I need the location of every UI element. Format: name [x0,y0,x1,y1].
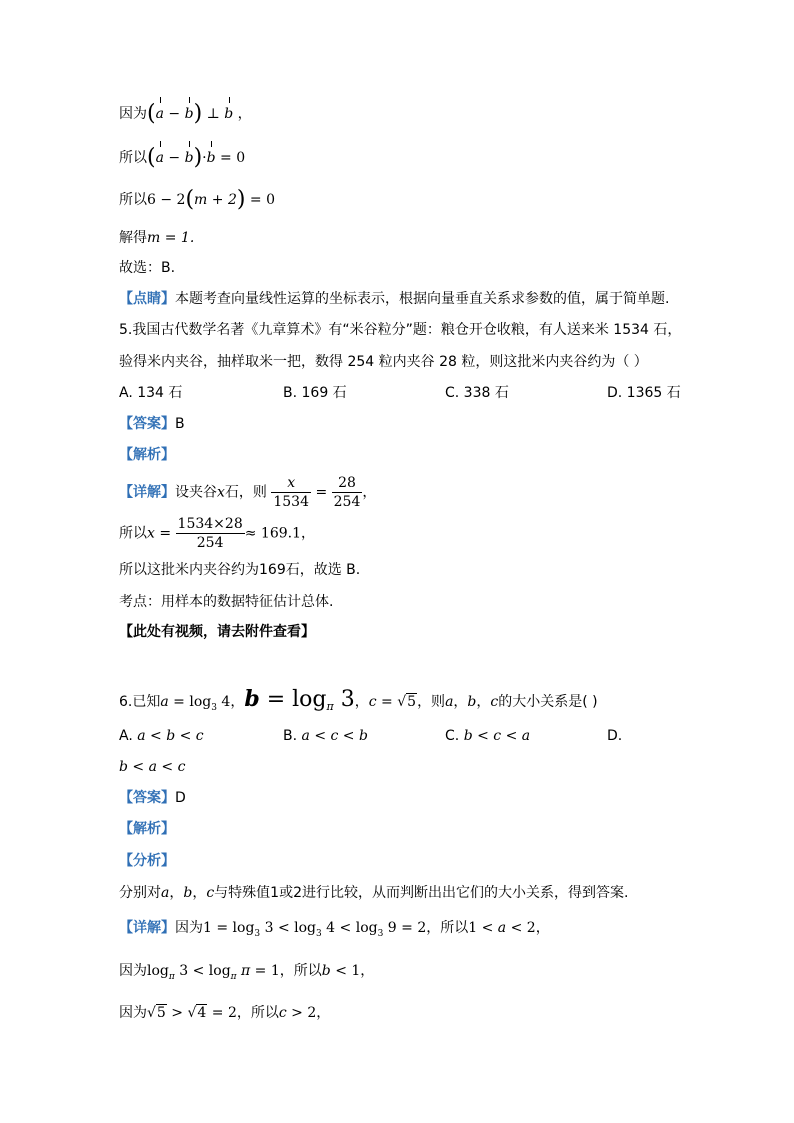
math-op: − [163,150,185,166]
math-op: · [202,150,207,166]
math-expression: = 0 [245,192,276,208]
q6-option-d-math: b < a < c [119,759,186,775]
q5-option-c: C. 338 石 [445,385,509,401]
fraction-denominator: 254 [196,535,224,551]
detail-text: ，所以 [279,963,322,979]
q5-detail-line-2 [119,515,315,552]
math-op: ， [169,885,184,901]
line-prefix: 所以 [119,525,147,542]
option-math: b < c < a [463,728,531,744]
analysis-tag: 【解析】 [119,447,175,463]
fraction-numerator: x [271,474,311,493]
q5-detail-line-1 [119,474,376,511]
math-expression: ≈ 169.1 [244,525,301,542]
paren: ( [147,145,156,170]
detail-text: 因为 [119,1005,147,1021]
q5-option-a: A. 134 石 [119,385,183,401]
answer-value: B [175,416,185,432]
fenxi-text: 分别对 [119,885,161,901]
detail-text: ， [360,963,375,979]
option-label: B. [283,728,298,744]
answer-tag: 【答案】 [119,416,175,432]
q6-option-d-label: D. [607,728,623,744]
math-var: b [244,686,260,712]
option-math: a < c < b [301,728,368,744]
math-number: 3 [333,687,355,712]
q5-video-note: 【此处有视频，请去附件查看】 [119,624,315,640]
math-op: ， [453,694,468,710]
math-subscript: 3 [211,702,217,713]
analysis-tag: 【解析】 [119,821,175,837]
option-math: a < b < c [137,728,204,744]
math-var: a [445,694,454,710]
fraction [332,474,363,511]
detail-text: 石，则 [224,484,267,501]
math-expression: $\log_\pi 3 < \log_\pi \pi = 1$ [147,963,280,982]
math-op: = 0 [215,150,246,166]
q5-option-b: B. 169 石 [283,385,347,401]
detail-text: 因为 [119,963,147,979]
answer-value: D [175,790,186,806]
fraction-denominator: 254 [333,494,361,510]
paren: ( [147,101,156,126]
detail-text: 设夹谷 [175,484,217,501]
answer-tag: 【答案】 [119,790,175,806]
fraction [176,515,245,552]
math-op: − [163,106,185,122]
stem-text: ，则 [417,694,446,710]
q6-option-c [445,726,530,746]
fraction-denominator: 1534 [273,494,309,510]
q6-detail-line-3 [119,1003,330,1023]
math-var: a [161,885,170,901]
prev-solution-line-4 [119,228,194,248]
math-var: b [183,885,193,901]
paren: ) [193,145,203,170]
math-expression: 1 < a < 2 [468,920,536,936]
option-label: A. [119,728,133,744]
q6-option-a [119,726,204,746]
vector-b: b [224,106,234,122]
vector-b: b [184,106,194,122]
vector-b: b [206,150,216,166]
vector-b: b [184,150,194,166]
math-op: ， [233,106,252,122]
q5-stem-line-1: 5.我国古代数学名著《九章算术》有“米谷粒分”题：粮仓开仓收粮，有人送来米 1534 石， [119,322,682,338]
prev-solution-line-2 [119,145,246,170]
line-prefix: 所以 [119,192,147,208]
math-op: = √ [376,694,407,710]
vector-a: a [155,106,164,122]
math-var: b [467,694,477,710]
math-op: ⊥ [202,106,225,122]
note-tag: 【点睛】 [119,291,175,307]
q6-analysis-tag [119,819,175,839]
fraction [271,474,311,511]
math-op: ， [192,885,207,901]
math-op: = [315,484,328,501]
math-subscript: π [326,699,334,713]
q6-answer [119,788,186,808]
math-expression: m + 2 [194,192,237,208]
prev-solution-line-3 [119,187,276,212]
math-op: = [154,525,176,542]
math-expression: 6 − 2 [147,192,186,208]
paren: ) [193,101,203,126]
q6-detail-line-2 [119,961,374,987]
paren: ( [185,187,195,212]
q6-fenxi-tag [119,851,175,871]
vector-a: a [155,150,164,166]
line-prefix: 因为 [119,106,147,122]
math-var: c [368,694,377,710]
q6-stem [119,684,598,723]
prev-solution-note [119,289,669,309]
detail-text: ， [316,1005,331,1021]
math-var: a [160,694,169,710]
math-op: ， [362,484,377,501]
note-text: 本题考查向量线性运算的坐标表示，根据向量垂直关系求参数的值，属于简单题. [175,291,670,307]
prev-solution-line-1 [119,101,252,126]
math-op: = log [259,687,327,712]
q6-option-b [283,726,368,746]
math-var: x [147,525,155,542]
fraction-numerator: 28 [332,474,363,493]
q5-option-d: D. 1365 石 [607,385,681,401]
q6-fenxi-text [119,883,628,903]
detail-tag: 【详解】 [119,920,175,936]
prev-solution-conclusion: 故选：B. [119,260,176,276]
detail-tag: 【详解】 [119,484,175,501]
math-expression: $1 = \log_3 3 < \log_3 4 < \log_3 9 = 2$ [203,920,427,939]
fenxi-tag: 【分析】 [119,853,175,869]
math-number: 4 [216,694,231,710]
line-prefix: 所以 [119,150,147,166]
q5-kaodian: 考点：用样本的数据特征估计总体. [119,594,334,610]
q5-analysis-tag [119,445,175,465]
detail-text: ，所以 [236,1005,279,1021]
math-sqrt: 5 [407,694,417,710]
q5-stem-line-2: 验得米内夹谷，抽样取米一把，数得 254 粒内夹谷 28 粒，则这批米内夹谷约为（ ） [119,354,648,370]
math-var: c [206,885,215,901]
math-expression: m = 1. [147,230,195,246]
math-op: ， [354,694,369,710]
math-op: ， [301,525,315,542]
option-label: C. [445,728,460,744]
math-op: ， [476,694,491,710]
fenxi-text: 与特殊值1或2进行比较，从而判断出出它们的大小关系，得到答案. [214,885,629,901]
q5-detail-line-3: 所以这批米内夹谷约为169石，故选 B. [119,562,361,578]
math-expression: √5 > √4 = 2 [147,1005,237,1021]
math-var: x [217,484,225,501]
q5-answer [119,414,185,434]
stem-text: 的大小关系是( ) [498,694,598,710]
math-var: c [490,694,499,710]
detail-text: ，所以 [426,920,469,936]
detail-text: ， [535,920,550,936]
line-prefix: 解得 [119,230,147,246]
math-expression: c > 2 [278,1005,317,1021]
fraction-numerator: 1534×28 [177,516,243,532]
stem-prefix: 6.已知 [119,694,161,710]
q6-detail-line-1 [119,918,550,944]
detail-text: 因为 [175,920,203,936]
math-expression: b < 1 [321,963,361,979]
paren: ) [236,187,246,212]
math-op: = log [168,694,212,710]
math-op: ， [230,694,245,710]
